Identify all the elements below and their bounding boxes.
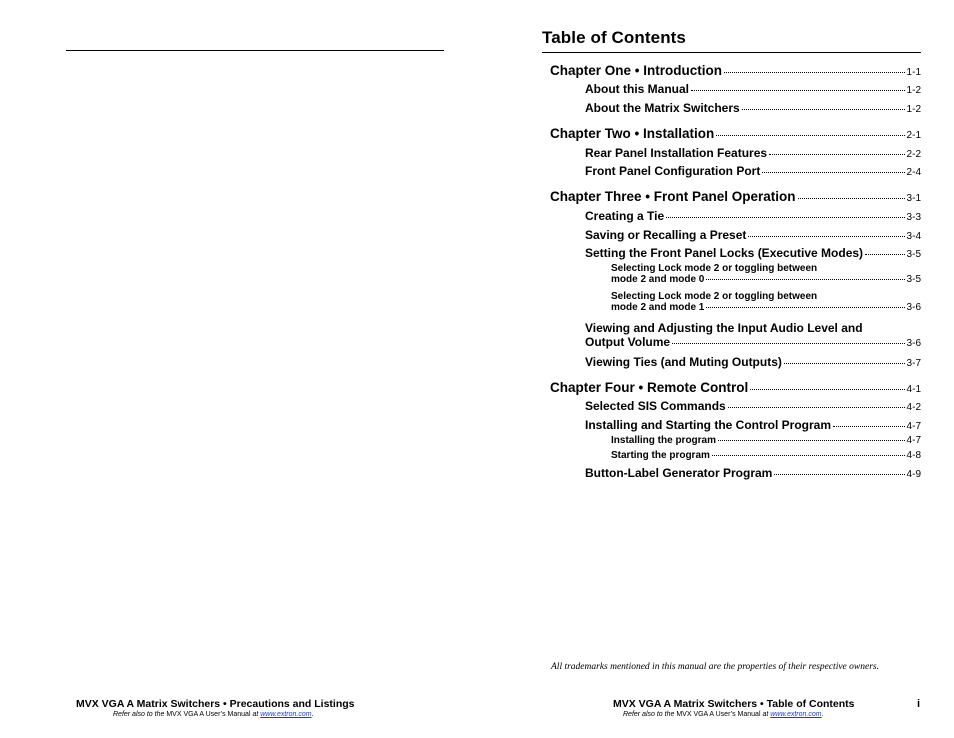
extron-link[interactable]: www.extron.com xyxy=(770,711,822,718)
toc-entry-page: 1-1 xyxy=(906,67,921,78)
toc-entry-label: About the Matrix Switchers xyxy=(585,101,740,115)
leader-dots xyxy=(666,217,904,218)
toc-entry-label: Setting the Front Panel Locks (Executive Modes) xyxy=(585,246,864,260)
toc-entry-label-line1: Viewing and Adjusting the Input Audio Level and xyxy=(585,321,863,335)
left-footer-reference xyxy=(113,711,314,718)
period: . xyxy=(311,711,314,718)
leader-dots xyxy=(750,389,904,390)
toc-entry-front-panel-locks[interactable] xyxy=(585,246,921,260)
toc-entry-label: Creating a Tie xyxy=(585,209,665,223)
toc-entry-line2 xyxy=(585,335,921,349)
toc-entry-page: 4-7 xyxy=(906,435,921,446)
right-page xyxy=(477,0,954,738)
refer-prefix: Refer also to the xyxy=(113,711,165,718)
page-number: i xyxy=(917,698,921,710)
toc-entry-label-line1: Selecting Lock mode 2 or toggling between xyxy=(611,291,818,302)
right-footer-reference xyxy=(623,711,824,718)
toc-entry-front-panel-port[interactable] xyxy=(585,164,921,178)
toc-entry-page: 3-7 xyxy=(906,358,921,369)
toc-entry-label-line1: Selecting Lock mode 2 or toggling between xyxy=(611,263,818,274)
toc-entry-preset[interactable] xyxy=(585,228,921,242)
right-footer-title: MVX VGA A Matrix Switchers • Table of Contents xyxy=(613,698,855,710)
toc-entry-creating-tie[interactable] xyxy=(585,209,921,223)
toc-entry-about-switchers[interactable] xyxy=(585,101,921,115)
toc-entry-page: 2-4 xyxy=(906,167,921,178)
toc-entry-label: Selected SIS Commands xyxy=(585,399,726,413)
toc-entry-control-program[interactable] xyxy=(585,418,921,432)
toc-entry-label: Chapter Four • Remote Control xyxy=(550,380,749,395)
toc-entry-audio-level[interactable] xyxy=(585,321,921,349)
toc-entry-line2 xyxy=(611,302,921,313)
toc-entry-label: Starting the program xyxy=(611,450,710,461)
toc-entry-label: Viewing Ties (and Muting Outputs) xyxy=(585,355,782,369)
toc-entry-label: Chapter Two • Installation xyxy=(550,126,715,141)
refer-prefix: Refer also to the xyxy=(623,711,675,718)
extron-link[interactable]: www.extron.com xyxy=(260,711,312,718)
header-rule xyxy=(66,50,444,51)
left-footer-title: MVX VGA A Matrix Switchers • Precautions and Listings xyxy=(76,698,355,710)
toc-entry-label: Installing the program xyxy=(611,435,717,446)
toc-entry-about-manual[interactable] xyxy=(585,82,921,96)
leader-dots xyxy=(748,236,904,237)
title-rule xyxy=(542,52,921,53)
toc-entry-lock-mode-1[interactable] xyxy=(611,291,921,313)
toc-entry-lock-mode-0[interactable] xyxy=(611,263,921,285)
refer-at: at xyxy=(762,711,769,718)
toc-entry-sis-commands[interactable] xyxy=(585,399,921,413)
leader-dots xyxy=(706,307,904,308)
leader-dots xyxy=(724,72,905,73)
toc-entry-page: 1-2 xyxy=(906,85,921,96)
toc-entry-label: Installing and Starting the Control Program xyxy=(585,418,832,432)
leader-dots xyxy=(833,426,905,427)
leader-dots xyxy=(762,172,904,173)
toc-entry-page: 2-2 xyxy=(906,149,921,160)
leader-dots xyxy=(774,474,904,475)
toc-entry-label: About this Manual xyxy=(585,82,689,96)
manual-name: MVX VGA A User’s Manual xyxy=(166,711,251,718)
leader-dots xyxy=(784,363,905,364)
toc-entry-label: Chapter One • Introduction xyxy=(550,63,722,78)
leader-dots xyxy=(865,254,904,255)
leader-dots xyxy=(769,154,904,155)
leader-dots xyxy=(716,135,904,136)
toc-entry-page: 3-5 xyxy=(906,249,921,260)
toc-entry-page: 4-8 xyxy=(906,450,921,461)
leader-dots xyxy=(672,343,904,344)
page-title: Table of Contents xyxy=(542,28,686,47)
toc-entry-label: Button-Label Generator Program xyxy=(585,466,773,480)
manual-name: MVX VGA A User’s Manual xyxy=(676,711,761,718)
toc-entry-viewing-ties[interactable] xyxy=(585,355,921,369)
trademark-note: All trademarks mentioned in this manual are the properties of their respective owners. xyxy=(551,662,879,672)
toc-entry-starting-program[interactable] xyxy=(611,450,921,461)
toc-entry-button-label[interactable] xyxy=(585,466,921,480)
leader-dots xyxy=(712,455,905,456)
toc-entry-label-line2: mode 2 and mode 1 xyxy=(611,302,705,313)
leader-dots xyxy=(691,90,905,91)
toc-entry-page: 2-1 xyxy=(906,130,921,141)
toc-entry-page: 1-2 xyxy=(906,104,921,115)
toc-entry-label: Front Panel Configuration Port xyxy=(585,164,761,178)
leader-dots xyxy=(742,109,905,110)
toc-entry-label-line2: mode 2 and mode 0 xyxy=(611,274,705,285)
toc-entry-page: 3-5 xyxy=(906,274,921,285)
toc-entry-page: 4-9 xyxy=(906,469,921,480)
toc-entry-page: 3-1 xyxy=(906,193,921,204)
leader-dots xyxy=(728,407,905,408)
period: . xyxy=(821,711,824,718)
toc-entry-page: 3-6 xyxy=(906,302,921,313)
toc-entry-page: 3-6 xyxy=(906,338,921,349)
toc-entry-chapter-two[interactable] xyxy=(550,126,921,141)
toc-entry-chapter-one[interactable] xyxy=(550,63,921,78)
leader-dots xyxy=(718,440,905,441)
toc-entry-page: 3-4 xyxy=(906,231,921,242)
leader-dots xyxy=(798,198,905,199)
toc-entry-label: Chapter Three • Front Panel Operation xyxy=(550,189,796,204)
toc-entry-page: 4-7 xyxy=(906,421,921,432)
toc-entry-page: 3-3 xyxy=(906,212,921,223)
toc-entry-label: Saving or Recalling a Preset xyxy=(585,228,747,242)
toc-entry-page: 4-2 xyxy=(906,402,921,413)
toc-entry-label-line2: Output Volume xyxy=(585,335,671,349)
toc-entry-installing-program[interactable] xyxy=(611,435,921,446)
toc-entry-page: 4-1 xyxy=(906,384,921,395)
toc-entry-chapter-four[interactable] xyxy=(550,380,921,395)
toc-entry-chapter-three[interactable] xyxy=(550,189,921,204)
toc-entry-line2 xyxy=(611,274,921,285)
leader-dots xyxy=(706,279,904,280)
toc-entry-rear-panel[interactable] xyxy=(585,146,921,160)
toc-entry-label: Rear Panel Installation Features xyxy=(585,146,768,160)
refer-at: at xyxy=(252,711,259,718)
